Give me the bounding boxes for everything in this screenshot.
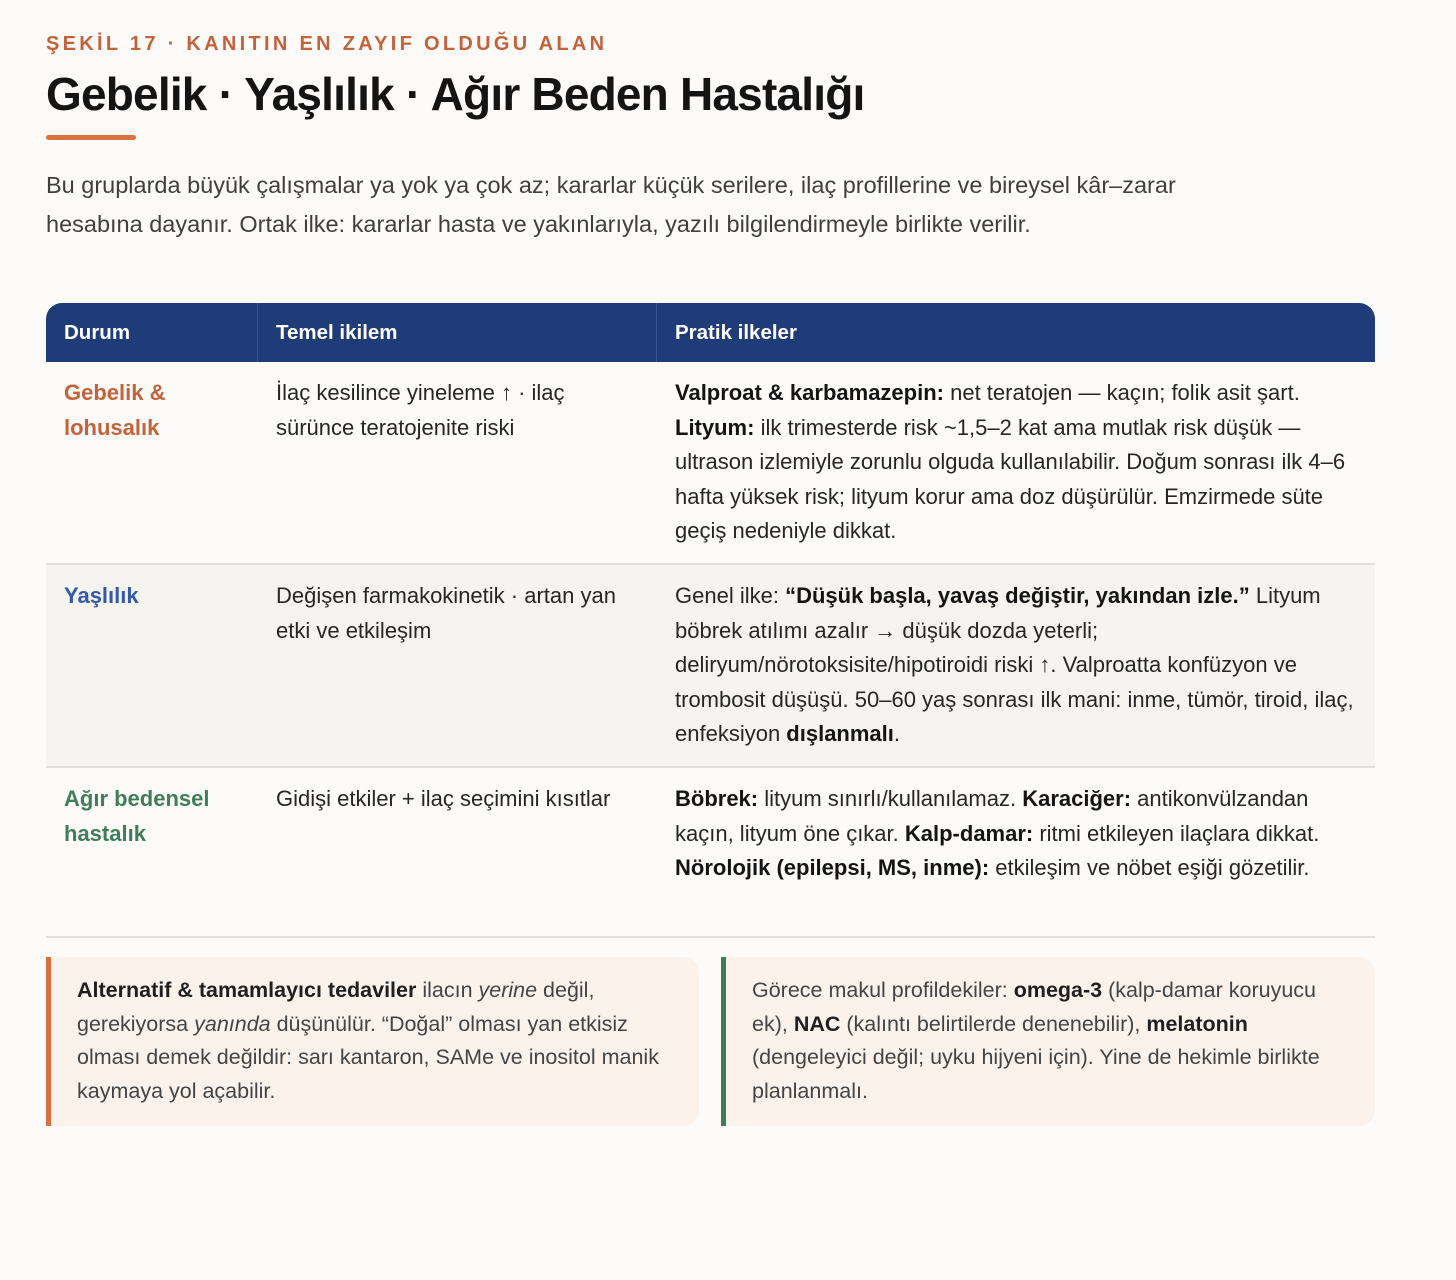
bold-term: NAC (793, 1011, 841, 1036)
header-principles: Pratik ilkeler (675, 321, 797, 344)
text-run: (dengeleyici değil; uyku hijyeni için). Yine de hekimle birlikte planlanmalı. (752, 1045, 1320, 1103)
text-run: lityum sınırlı/kullanılamaz. (758, 786, 1023, 811)
table-row (46, 565, 1375, 768)
condition-elderly: Yaşlılık (64, 583, 139, 608)
bold-term: Valproat & karbamazepin: (675, 380, 944, 405)
bold-term: melatonin (1146, 1011, 1248, 1036)
text-run: Görece makul profildekiler: (752, 978, 1014, 1002)
text-run: Lityum böbrek atılımı azalır → düşük dozda yeterli; deliryum/nörotoksisite/hipotiroidi riski ↑. Valproatta konfüzyon ve trombosit düşüşü. 50–60 yaş sonrası ilk mani: inme, tümör, tiroid, ilaç, enfeksiyon (675, 583, 1354, 746)
emphasis-text: yanında (194, 1011, 271, 1036)
table-header (46, 303, 1375, 362)
text-run: Genel ilke: (675, 583, 786, 608)
bold-term: Alternatif & tamamlayıcı tedaviler (77, 978, 417, 1002)
condition-somatic-illness: Ağır bedensel hastalık (64, 786, 210, 846)
condition-cell (46, 565, 258, 766)
bold-term: Kalp-damar: (904, 820, 1034, 846)
dilemma-cell: İlaç kesilince yineleme ↑ · ilaç sürünce teratojenite riski (276, 380, 565, 440)
note-reasonable-supplements (721, 957, 1375, 1126)
text-run: net teratojen — kaçın; folik asit şart. (943, 380, 1300, 405)
text-run: (kalıntı belirtilerde denenebilir), (840, 1011, 1147, 1036)
header-condition: Durum (46, 303, 258, 362)
table-row (46, 362, 1375, 565)
bold-term: Lityum: (675, 414, 755, 440)
dilemma-cell: Değişen farmakokinetik · artan yan etki ve etkileşim (276, 583, 616, 643)
text-run: antikonvülzandan kaçın, lityum öne çıkar. (675, 786, 1309, 846)
text-run: etkileşim ve nöbet eşiği gözetilir. (989, 855, 1310, 880)
intro-paragraph: Bu gruplarda büyük çalışmalar ya yok ya çok az; kararlar küçük serilere, ilaç profillerine ve bireysel kâr–zarar hesabına dayanır. Ortak ilke: kararlar hasta ve yakınlarıyla, yazılı bilgilendirmeyle birlikte verilir. (46, 172, 1176, 237)
principles-cell (657, 768, 1375, 936)
note-alternative-treatments (46, 957, 699, 1126)
bold-term: dışlanmalı (786, 721, 894, 746)
bold-term: omega-3 (1013, 978, 1103, 1002)
figure-eyebrow: ŞEKİL 17 · KANITIN EN ZAYIF OLDUĞU ALAN (46, 33, 608, 55)
bold-term: “Düşük başla, yavaş değiştir, yakından izle.” (785, 583, 1250, 608)
bold-term: Karaciğer: (1022, 786, 1132, 811)
text-run: . (893, 721, 901, 746)
bold-term: Nörolojik (epilepsi, MS, inme): (675, 855, 990, 880)
bold-term: Böbrek: (675, 786, 759, 811)
text-run: ritmi etkileyen ilaçlara dikkat. (1033, 820, 1320, 846)
comparison-table (46, 303, 1375, 938)
page-title: Gebelik · Yaşlılık · Ağır Beden Hastalığı (46, 68, 865, 120)
table-row (46, 768, 1375, 938)
condition-cell (46, 768, 258, 936)
text-run: (kalp-damar koruyucu ek), (752, 978, 1316, 1036)
text-run: değil, gerekiyorsa (77, 978, 595, 1036)
emphasis-text: yerine (478, 978, 538, 1002)
condition-cell (46, 362, 258, 563)
header-dilemma: Temel ikilem (258, 303, 657, 362)
condition-pregnancy: Gebelik & lohusalık (64, 380, 166, 440)
principles-cell (657, 565, 1375, 766)
dilemma-cell: Gidişi etkiler + ilaç seçimini kısıtlar (276, 786, 611, 811)
title-underline (46, 135, 136, 140)
principles-cell (657, 362, 1375, 563)
text-run: ilacın (416, 978, 479, 1002)
text-run: düşünülür. “Doğal” olması yan etkisiz olması demek değildir: sarı kantaron, SAMe ve inositol manik kaymaya yol açabilir. (77, 1011, 659, 1103)
text-run: ilk trimesterde risk ~1,5–2 kat ama mutlak risk düşük — ultrason izlemiyle zorunlu olguda kullanılabilir. Doğum sonrası ilk 4–6 hafta yüksek risk; lityum korur ama doz düşürülür. Emzirmede süte geçiş nedeniyle dikkat. (675, 414, 1346, 543)
